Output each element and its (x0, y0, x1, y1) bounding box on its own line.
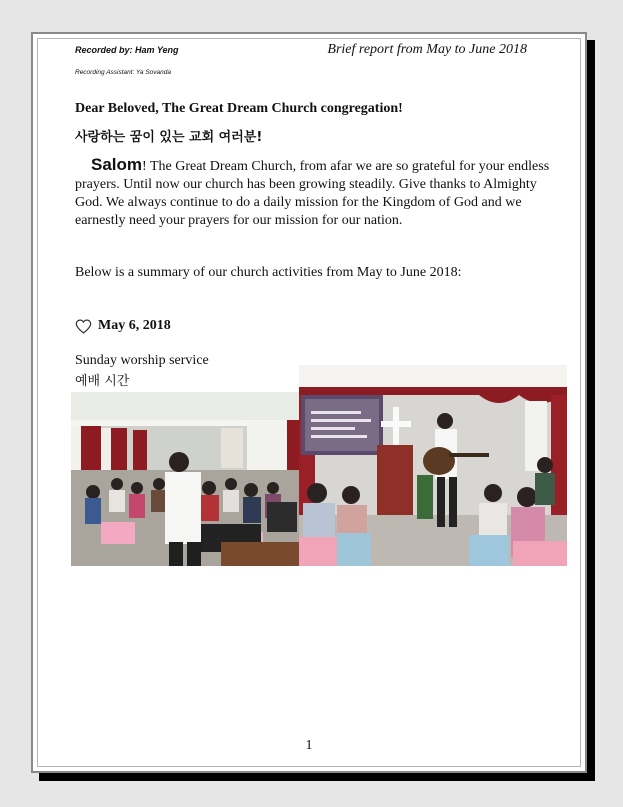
worship-leader-photo (299, 365, 567, 566)
intro-text: ! The Great Dream Church, from afar we are so grateful for your endless prayers. Until now our church has been growing steadily. Give thanks to Almighty God. We always continue to do a daily mission for the Kingdom of God and we earnestly need your prayers for our mission for our nation. (75, 159, 550, 228)
report-title: Brief report from May to June 2018 (327, 42, 527, 57)
recorded-by: Recorded by: Ham Yeng (75, 45, 179, 55)
recording-assistant: Recording Assistant: Ya Sovanda (75, 69, 171, 76)
greeting-english: Dear Beloved, The Great Dream Church congregation! (75, 101, 403, 116)
event-date: May 6, 2018 (98, 318, 171, 333)
greeting-korean: 사랑하는 꿈이 있는 교회 여러분! (75, 130, 263, 145)
intro-paragraph (75, 156, 553, 230)
event-label: Sunday worship service (75, 353, 209, 368)
heart-outline-icon (75, 319, 92, 334)
document-page (31, 32, 587, 773)
summary-line: Below is a summary of our church activities from May to June 2018: (75, 265, 462, 280)
event-label-korean: 예배 시간 (75, 374, 130, 389)
congregation-photo (71, 392, 301, 566)
page-number: 1 (305, 738, 313, 753)
event-date-line (75, 318, 171, 334)
salom-word: Salom (91, 155, 143, 174)
